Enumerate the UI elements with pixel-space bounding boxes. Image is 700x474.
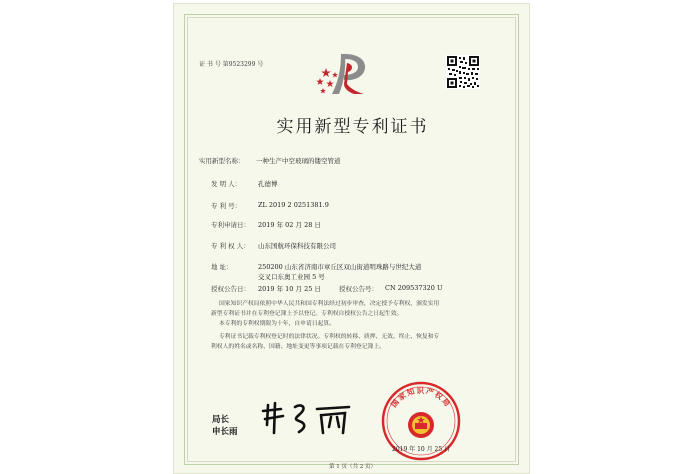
body-line: 本专利的专利权期限为十年，自申请日起算。 <box>219 321 335 327</box>
body-line: 国家知识产权局依照中华人民共和国专利法经过初步审查，决定授予专利权，颁发实用 <box>219 301 440 307</box>
grant-date-label: 授权公告日： <box>211 285 250 293</box>
filing-date: 2019 年 02 月 28 日 <box>258 221 321 229</box>
utility-model-name-label: 实用新型名称： <box>199 157 245 165</box>
address-label: 地 址： <box>211 263 233 271</box>
certificate-number: 证 书 号 第9523299 号 <box>199 61 264 68</box>
announcement-number: CN 209537320 U <box>385 284 443 292</box>
filing-date-label: 专利申请日： <box>211 221 250 229</box>
announcement-number-label: 授权公告号： <box>339 285 378 293</box>
page-number: 第 1 页（共 2 页） <box>329 464 376 470</box>
patentee-label: 专 利 权 人： <box>211 242 250 250</box>
utility-model-name: 一种生产中空玻璃的镂空管道 <box>256 157 341 165</box>
address-line-1: 250200 山东省济南市章丘区双山街道明珠路与世纪大道 <box>258 263 422 271</box>
body-line: 新型专利证书并在专利登记簿上予以登记。专利权自授权公告之日起生效。 <box>211 311 403 317</box>
qr-code-icon <box>446 55 480 89</box>
national-emblem-icon <box>408 412 434 438</box>
director-name: 申长雨 <box>212 427 238 437</box>
grant-date: 2019 年 10 月 25 日 <box>258 285 321 293</box>
patent-office-emblem-icon <box>314 50 374 96</box>
patent-number: ZL 2019 2 0251381.9 <box>258 201 329 209</box>
body-line: 利权人的姓名或名称、国籍、地址变更等事项记载在专利登记簿上。 <box>211 344 385 350</box>
certificate-title: 实用新型专利证书 <box>276 117 429 137</box>
patent-number-label: 专 利 号： <box>211 202 242 210</box>
body-line: 专利证书记载专利权登记时的法律状况。专利权的转移、质押、无效、终止、恢复和专 <box>219 334 440 340</box>
seal-date: 2019 年 10 月 25 日 <box>392 446 451 453</box>
patentee: 山东国航环保科技有限公司 <box>258 242 336 250</box>
inventor-label: 发 明 人： <box>211 180 242 188</box>
address-line-2: 交叉口东奥工业园 5 号 <box>258 273 325 281</box>
director-title: 局长 <box>212 415 230 425</box>
seal-text: 国家知识产权局 <box>389 386 453 410</box>
director-signature <box>259 399 369 439</box>
patent-certificate <box>173 3 530 474</box>
inventor: 孔德博 <box>258 180 278 188</box>
